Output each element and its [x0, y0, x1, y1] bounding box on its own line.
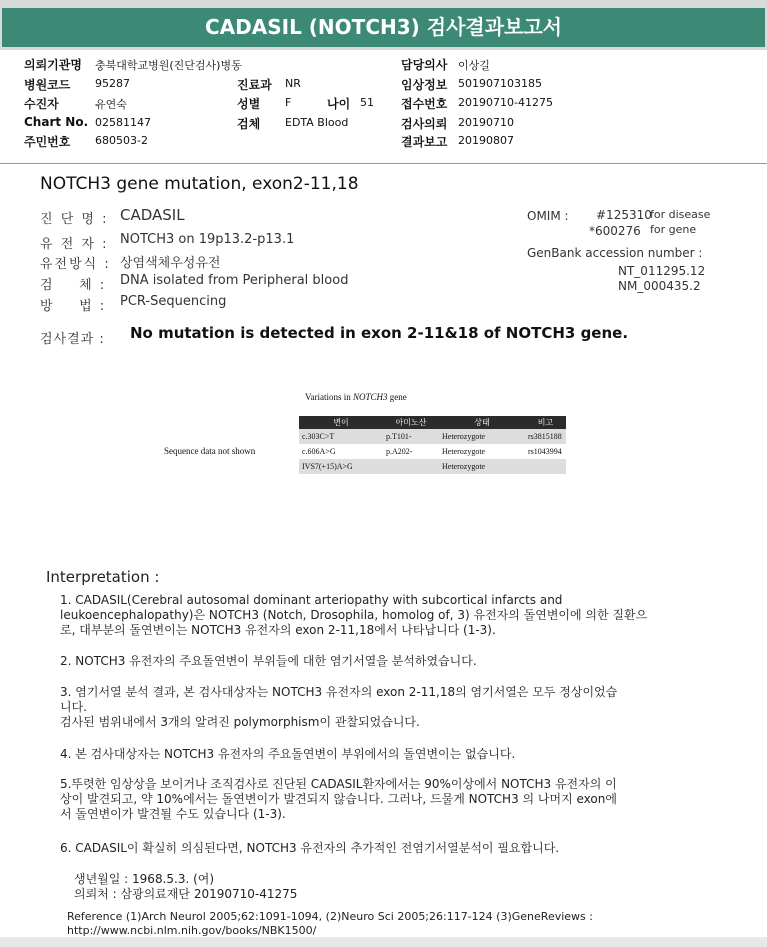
info-value-sex: F — [285, 96, 292, 109]
interpretation-line: 로, 대부분의 돌연변이는 NOTCH3 유전자의 exon 2-11,18에서 나타납니다 (1-3). — [60, 623, 496, 637]
cell-amino-acid: p.A202- — [383, 444, 439, 459]
interpretation-item-4 — [60, 747, 515, 762]
genbank-accession-2: NM_000435.2 — [618, 279, 701, 293]
omim-gene-text: for gene — [650, 223, 697, 236]
info-value-physician: 이상길 — [458, 59, 490, 72]
row-label-diagnosis: 진 단 명 : — [40, 212, 109, 227]
info-value-test-request: 20190710 — [458, 116, 514, 129]
interpretation-item-5 — [60, 777, 617, 822]
omim-disease-no: #125310 — [596, 208, 652, 222]
report-title-gene: NOTCH3 gene mutation, exon2-11,18 — [40, 174, 359, 194]
interpretation-line: 4. 본 검사대상자는 NOTCH3 유전자의 주요돌연변이 부위에서의 돌연변이는 없습니다. — [60, 747, 516, 761]
info-label-patient: 수진자 — [24, 97, 59, 111]
info-label-sex: 성별 — [237, 97, 261, 111]
row-label-specimen: 검 체 : — [40, 278, 107, 293]
table-row — [299, 444, 566, 459]
info-value-specimen: EDTA Blood — [285, 116, 349, 129]
reference-link[interactable]: http://www.ncbi.nlm.nih.gov/books/NBK1500/ — [67, 924, 317, 937]
interpretation-line: leukoencephalopathy)은 NOTCH3 (Notch, Drosophila, homolog of, 3) 유전자의 돌연변이에 의한 질환으 — [60, 608, 648, 622]
interpretation-item-3 — [60, 685, 617, 730]
info-label-clinical-info: 임상정보 — [401, 78, 448, 92]
info-value-clinical-info: 501907103185 — [458, 77, 542, 90]
report-title: CADASIL (NOTCH3) 검사결과보고서 — [2, 8, 765, 47]
interpretation-line: 6. CADASIL이 확실히 의심된다면, NOTCH3 유전자의 추가적인 전염기서열분석이 필요합니다. — [60, 841, 560, 855]
info-label-resident-no: 주민번호 — [24, 135, 71, 149]
info-label-result-report: 결과보고 — [401, 135, 448, 149]
cell-note — [525, 459, 566, 474]
genbank-accession-1: NT_011295.12 — [618, 264, 706, 278]
interpretation-line: 니다. — [60, 700, 87, 714]
row-label-gene: 유 전 자 : — [40, 237, 109, 252]
interpretation-line: 2. NOTCH3 유전자의 주요돌연변이 부위들에 대한 염기서열을 분석하였습니다. — [60, 654, 477, 668]
interpretation-line: 5.뚜렷한 임상상을 보이거나 조직검사로 진단된 CADASIL환자에서는 90%이상에서 NOTCH3 유전자의 이 — [60, 777, 617, 791]
figure-caption-prefix: Variations in — [305, 392, 353, 402]
info-label-receipt-no: 접수번호 — [401, 97, 448, 111]
row-value-gene: NOTCH3 on 19p13.2-p13.1 — [120, 232, 295, 247]
row-label-method: 방 법 : — [40, 299, 107, 314]
interpretation-line: 3. 염기서열 분석 결과, 본 검사대상자는 NOTCH3 유전자의 exon 2-11,18의 염기서열은 모두 정상이었습 — [60, 685, 618, 699]
cell-variant: c.606A>G — [299, 444, 383, 459]
genbank-label: GenBank accession number : — [527, 246, 703, 260]
omim-disease-text: for disease — [650, 208, 711, 221]
interpretation-item-6 — [60, 841, 559, 856]
info-label-specimen: 검체 — [237, 117, 261, 131]
section-divider — [0, 163, 767, 164]
figure-caption — [305, 392, 407, 402]
interpretation-item-2 — [60, 654, 477, 669]
birth-date: 생년월일 : 1968.5.3. (여) — [74, 872, 215, 886]
sequence-data-note: Sequence data not shown — [164, 446, 256, 456]
result-label: 검사결과 : — [40, 332, 105, 347]
omim-label: OMIM : — [527, 209, 569, 223]
reference-line-1: Reference (1)Arch Neurol 2005;62:1091-1094, (2)Neuro Sci 2005;26:117-124 (3)GeneReviews : — [67, 910, 593, 923]
info-label-requesting-institution: 의뢰기관명 — [24, 58, 82, 72]
info-value-age: 51 — [360, 96, 374, 109]
interpretation-title: Interpretation : — [46, 568, 160, 586]
header-note: 비고 — [525, 416, 566, 429]
header-variant: 변이 — [299, 416, 383, 429]
interpretation-line: 검사된 범위내에서 3개의 알려진 polymorphism이 관찰되었습니다. — [60, 715, 420, 729]
cell-status: Heterozygote — [439, 444, 525, 459]
interpretation-line: 상이 발견되고, 약 10%에서는 돌연변이가 발견되지 않습니다. 그러나, 드물게 NOTCH3 의 나머지 exon에 — [60, 792, 617, 806]
interpretation-line: 1. CADASIL(Cerebral autosomal dominant arteriopathy with subcortical infarcts and — [60, 593, 563, 607]
figure-caption-gene: NOTCH3 — [353, 392, 388, 402]
figure-caption-suffix: gene — [387, 392, 407, 402]
info-label-department: 진료과 — [237, 78, 272, 92]
info-value-department: NR — [285, 77, 301, 90]
info-value-hospital-code: 95287 — [95, 77, 130, 90]
info-value-chart-no: 02581147 — [95, 116, 151, 129]
info-label-age: 나이 — [327, 97, 351, 111]
table-row — [299, 459, 566, 474]
header-status: 상태 — [439, 416, 525, 429]
cell-variant: c.303C>T — [299, 429, 383, 444]
bottom-bar — [0, 937, 767, 947]
cell-variant: IVS7(+15)A>G — [299, 459, 383, 474]
variation-table-header — [299, 416, 566, 429]
omim-gene-no: *600276 — [589, 224, 641, 238]
cell-status: Heterozygote — [439, 429, 525, 444]
row-value-method: PCR-Sequencing — [120, 294, 227, 309]
cell-status: Heterozygote — [439, 459, 525, 474]
info-label-hospital-code: 병원코드 — [24, 78, 71, 92]
interpretation-line: 서 돌연변이가 발견될 수도 있습니다 (1-3). — [60, 807, 286, 821]
info-value-resident-no: 680503-2 — [95, 134, 148, 147]
info-value-patient: 유연숙 — [95, 98, 127, 111]
result-value: No mutation is detected in exon 2-11&18 of NOTCH3 gene. — [130, 324, 629, 342]
interpretation-item-1 — [60, 593, 647, 638]
row-value-inheritance: 상염색체우성유전 — [120, 256, 221, 271]
cell-amino-acid: p.T101- — [383, 429, 439, 444]
info-value-requesting-institution: 충북대학교병원(진단검사)병동 — [95, 59, 242, 72]
info-label-physician: 담당의사 — [401, 58, 448, 72]
table-row — [299, 429, 566, 444]
row-value-diagnosis: CADASIL — [120, 206, 185, 224]
cell-note: rs1043994 — [525, 444, 566, 459]
info-label-test-request: 검사의뢰 — [401, 117, 448, 131]
info-label-chart-no: Chart No. — [24, 115, 89, 129]
requester: 의뢰처 : 삼광의료재단 20190710-41275 — [74, 887, 298, 901]
header-amino-acid: 아미노산 — [383, 416, 439, 429]
cell-note: rs3815188 — [525, 429, 566, 444]
info-value-receipt-no: 20190710-41275 — [458, 96, 553, 109]
row-value-specimen: DNA isolated from Peripheral blood — [120, 273, 349, 288]
cell-amino-acid — [383, 459, 439, 474]
row-label-inheritance: 유전방식 : — [40, 257, 111, 272]
info-value-result-report: 20190807 — [458, 134, 514, 147]
variation-table — [299, 416, 566, 474]
